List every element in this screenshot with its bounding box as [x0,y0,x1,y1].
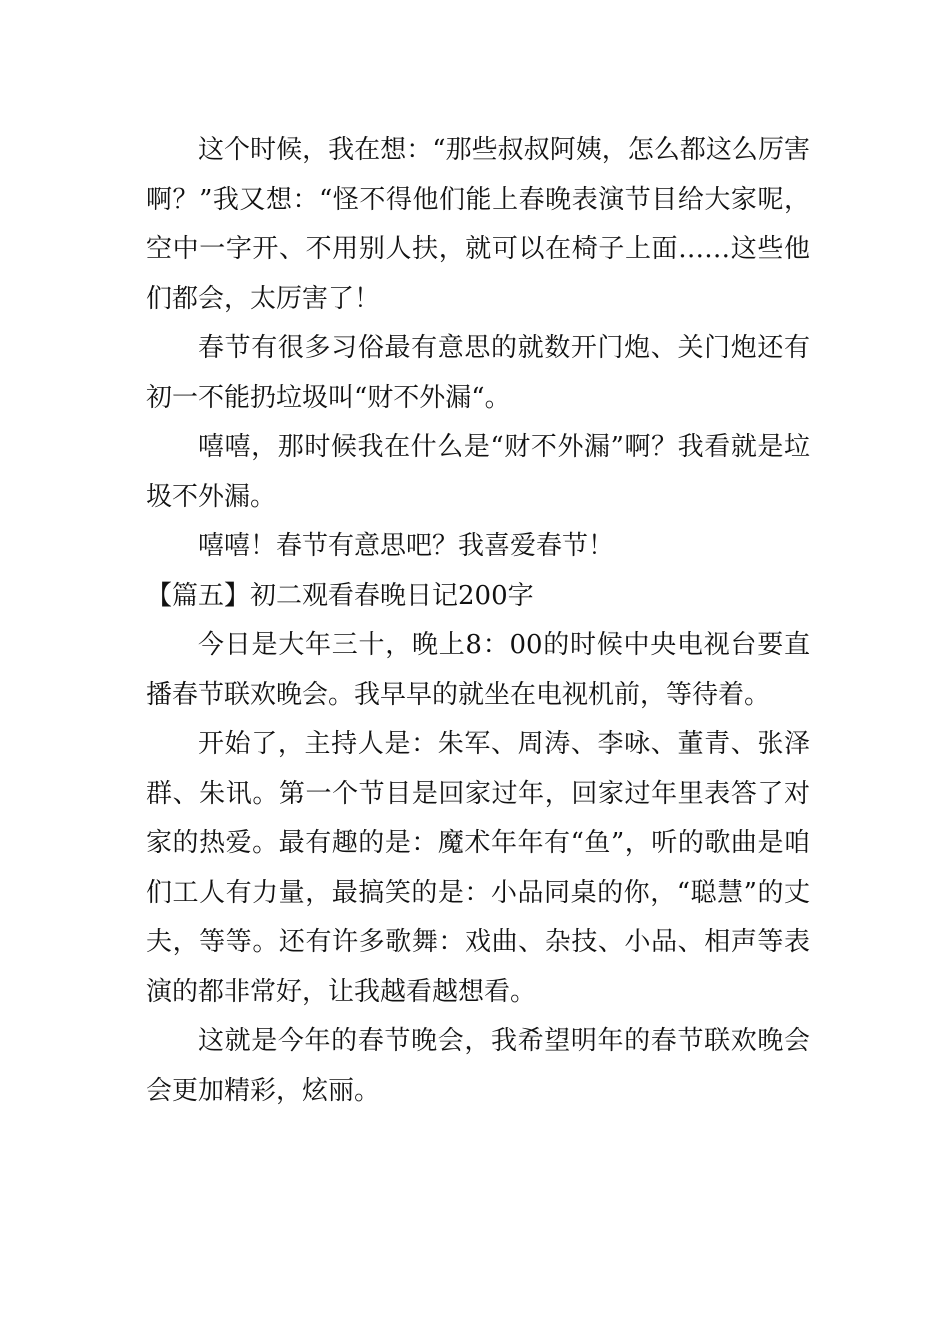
section-paragraph-2: 开始了，主持人是：朱军、周涛、李咏、董青、张泽群、朱讯。第一个节目是回家过年，回家过年里表答了对家的热爱。最有趣的是：魔术年年有“鱼”，听的歌曲是咱们工人有力量，最搞笑的是：小品同桌的你，“聪慧”的丈夫，等等。还有许多歌舞：戏曲、杂技、小品、相声等表演的都非常好，让我越看越想看。 [146,729,810,1007]
document-body [146,126,810,1116]
section-heading: 【篇五】初二观看春晚日记200字 [146,580,534,611]
paragraph-1: 这个时候，我在想：“那些叔叔阿姨，怎么都这么厉害啊？”我又想：“怪不得他们能上春晚表演节目给大家呢，空中一字开、不用别人扶，就可以在椅子上面……这些他们都会，太厉害了！ [146,135,810,314]
section-paragraph-1: 今日是大年三十，晚上8：00的时候中央电视台要直播春节联欢晚会。我早早的就坐在电视机前，等待着。 [146,630,810,710]
paragraph-2: 春节有很多习俗最有意思的就数开门炮、关门炮还有初一不能扔垃圾叫“财不外漏“。 [146,333,810,413]
paragraph-3: 嘻嘻，那时候我在什么是“财不外漏”啊？我看就是垃圾不外漏。 [146,432,810,512]
paragraph-4: 嘻嘻！春节有意思吧？我喜爱春节！ [198,531,615,561]
section-paragraph-3: 这就是今年的春节晚会，我希望明年的春节联欢晚会会更加精彩，炫丽。 [146,1026,810,1106]
